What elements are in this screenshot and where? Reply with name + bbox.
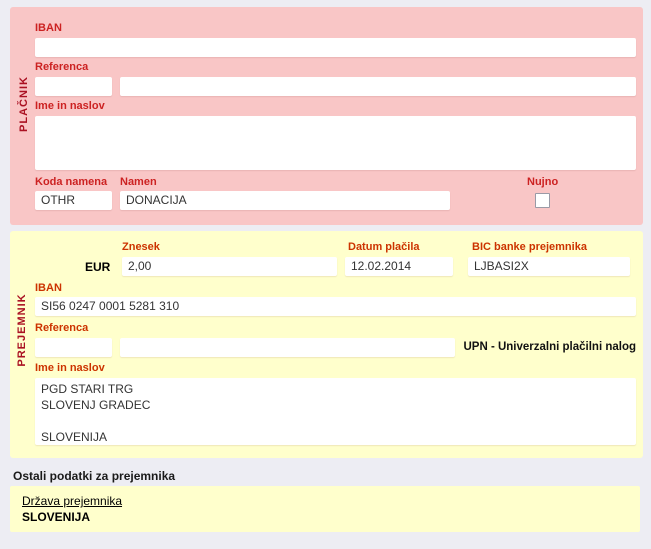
upn-form-type-note: UPN - Univerzalni plačilni nalog [463,341,636,353]
payee-reference-label: Referenca [35,322,89,334]
currency-label: EUR [85,260,111,274]
payer-purpose-label: Namen [120,176,157,188]
payer-name-address-textarea[interactable] [35,116,636,170]
bic-input[interactable] [468,257,630,276]
payer-purpose-code-label: Koda namena [35,176,108,188]
payee-iban-input[interactable] [35,297,636,316]
payee-name-address-label: Ime in naslov [35,362,105,374]
payer-name-address-label: Ime in naslov [35,100,105,112]
payer-section-label: PLAČNIK [18,76,30,132]
payee-reference-input[interactable] [120,338,455,357]
payer-section [10,7,643,225]
payment-date-input[interactable] [345,257,453,276]
amount-label: Znesek [122,241,160,253]
payee-iban-label: IBAN [35,282,62,294]
other-recipient-data-box [10,486,640,532]
payee-section [10,231,643,458]
other-recipient-data-header: Ostali podatki za prejemnika [13,469,176,483]
payee-name-address-textarea[interactable] [35,378,636,445]
payee-section-label: PREJEMNIK [16,293,28,367]
payment-date-label: Datum plačila [348,241,420,253]
urgent-label: Nujno [527,176,559,188]
amount-input[interactable] [122,257,337,276]
payer-reference-model-input[interactable] [35,77,112,96]
payer-iban-input[interactable] [35,38,636,57]
recipient-country-value: SLOVENIJA [22,510,91,524]
recipient-country-link[interactable]: Država prejemnika [22,494,123,508]
payee-reference-model-input[interactable] [35,338,112,357]
payer-purpose-input[interactable] [120,191,450,210]
payer-reference-input[interactable] [120,77,636,96]
urgent-checkbox[interactable] [535,193,550,208]
bic-label: BIC banke prejemnika [472,241,587,253]
payer-iban-label: IBAN [35,22,62,34]
payer-reference-label: Referenca [35,61,89,73]
payer-purpose-code-input[interactable] [35,191,112,210]
